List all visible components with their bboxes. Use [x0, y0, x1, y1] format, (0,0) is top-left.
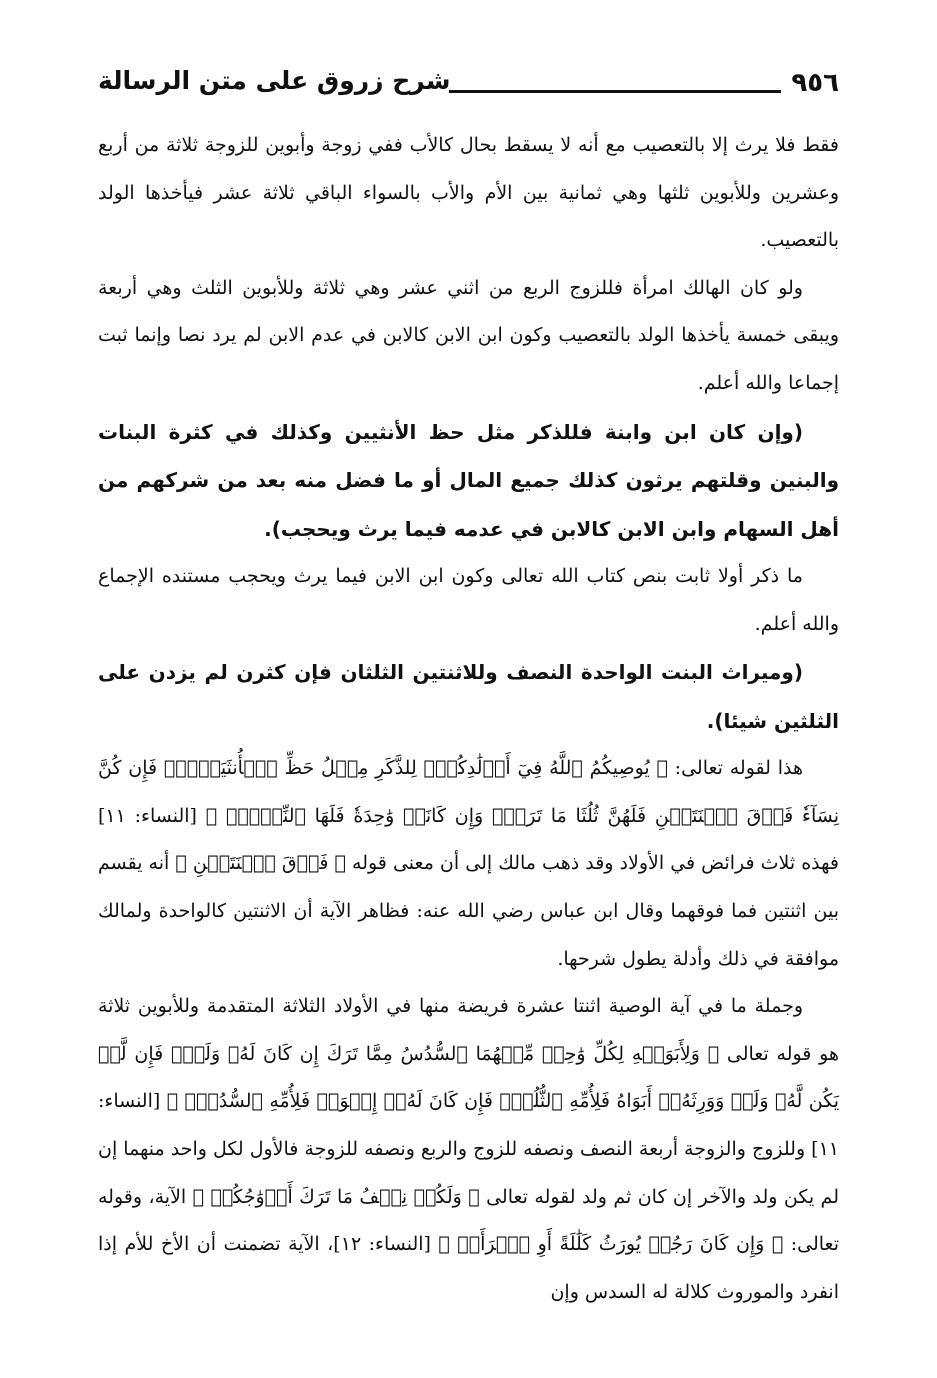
paragraph-commentary: فقط فلا يرث إلا بالتعصيب مع أنه لا يسقط بحال كالأب ففي زوجة وأبوين للزوجة ثلاثة من أربع وعشرين وللأبوين ثلثها وهي ثمانية بين الأم والأب بالسواء الباقي ثلاثة عشر فيأخذها الولد بالتعصيب.: [98, 134, 839, 252]
paragraph-commentary-with-verse: هذا لقوله تعالى: ﴿ يُوصِيكُمُ ٱللَّهُ فِيٓ أَوۡلَٰدِكُمۡۖ لِلذَّكَرِ مِثۡلُ حَظِّ ٱلۡأُنثَيَيۡنِۚ فَإِن كُنَّ نِسَآءٗ فَوۡقَ ٱثۡنَتَيۡنِ فَلَهُنَّ ثُلُثَا مَا تَرَكَۖ وَإِن كَانَتۡ وَٰحِدَةٗ فَلَهَا ٱلنِّصۡفُۚ ﴾ [النساء: ١١] فهذه ثلاث فرائض في الأولاد وقد ذهب مالك إلى أن معنى قوله ﴿ فَوۡقَ ٱثۡنَتَيۡنِ ﴾ أنه يقسم بين اثنتين فما فوقهما وقال ابن عباس رضي الله عنه: فظاهر الآية أن الاثنتين كالواحدة ولمالك موافقة في ذلك وأدلة يطول شرحها.: [98, 757, 839, 970]
paragraph-commentary-with-verse: وجملة ما في آية الوصية اثنتا عشرة فريضة منها في الأولاد الثلاثة المتقدمة وللأبوين ثلاثة هو قوله تعالى ﴿ وَلِأَبَوَيۡهِ لِكُلِّ وَٰحِدٖ مِّنۡهُمَا ٱلسُّدُسُ مِمَّا تَرَكَ إِن كَانَ لَهُۥ وَلَدٞۚ فَإِن لَّمۡ يَكُن لَّهُۥ وَلَدٞ وَوَرِثَهُۥٓ أَبَوَاهُ فَلِأُمِّهِ ٱلثُّلُثُۚ فَإِن كَانَ لَهُۥٓ إِخۡوَةٞ فَلِأُمِّهِ ٱلسُّدُسُۚ ﴾ [النساء: ١١] وللزوج والزوجة أربعة النصف ونصفه للزوج والربع ونصفه للزوجة فالأول لكل واحد منهما إن لم يكن ولد والآخر إن كان ثم ولد لقوله تعالى ﴿ وَلَكُمۡ نِصۡفُ مَا تَرَكَ أَزۡوَٰجُكُمۡ ﴾ الآية، وقوله تعالى: ﴿ وَإِن كَانَ رَجُلٞ يُورَثُ كَلَٰلَةً أَوِ ٱمۡرَأَةٞ ﴾ [النساء: ١٢]، الآية تضمنت أن الأخ للأم إذا انفرد والموروث كلالة له السدس وإن: [98, 995, 840, 1303]
paragraph-commentary: ما ذكر أولا ثابت بنص كتاب الله تعالى وكون ابن الابن فيما يرث ويحجب مستنده الإجماع والله أعلم.: [98, 565, 839, 635]
page-header: [98, 60, 839, 108]
page-number: ٩٥٦: [791, 68, 839, 98]
header-rule: [449, 90, 781, 93]
running-title: شرح زروق على متن الرسالة: [98, 66, 451, 95]
paragraph-commentary: ولو كان الهالك امرأة فللزوج الربع من اثني عشر وهي ثلاثة وللأبوين الثلث وهي أربعة ويبقى خمسة يأخذها الولد بالتعصيب وكون ابن الابن كالابن في عدم الابن لم يرد نصا وإنما ثبت إجماعا والله أعلم.: [98, 276, 839, 394]
paragraph-matn: (وميراث البنت الواحدة النصف وللاثنتين الثلثان فإن كثرن لم يزدن على الثلثين شيئا).: [98, 660, 839, 733]
paragraph-matn: (وإن كان ابن وابنة فللذكر مثل حظ الأنثيين وكذلك في كثرة البنات والبنين وقلتهم يرثون كذلك جميع المال أو ما فضل منه بعد من شركهم من أهل السهام وابن الابن كالابن في عدمه فيما يرث ويحجب).: [98, 419, 839, 541]
page-body: [98, 122, 839, 1316]
